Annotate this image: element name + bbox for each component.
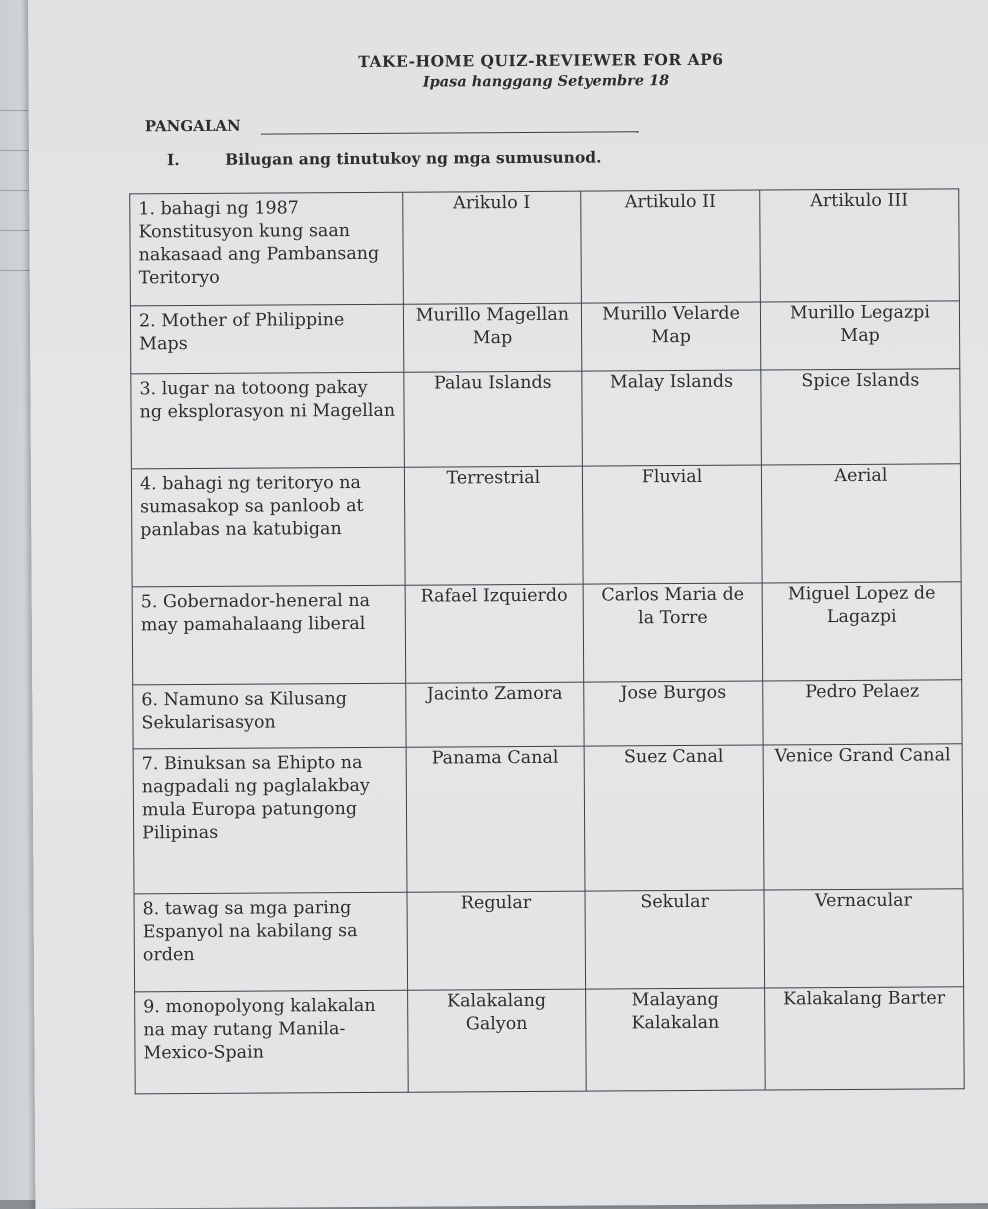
quiz-row: [135, 987, 965, 1094]
choice-c[interactable]: Spice Islands: [761, 369, 961, 465]
question-cell: 3. lugar na totoong pakay ng eksplorasyon ni Magellan: [131, 372, 404, 469]
question-cell: 4. bahagi ng teritoryo na sumasakop sa panloob at panlabas na katubigan: [131, 467, 404, 587]
choice-a[interactable]: Jacinto Zamora: [405, 682, 584, 747]
quiz-deadline: Ipasa hanggang Setyembre 18: [422, 72, 670, 91]
question-cell: 5. Gobernador-heneral na may pamahalaang liberal: [132, 585, 405, 685]
choice-b[interactable]: Artikulo II: [581, 190, 760, 303]
quiz-table: [129, 188, 964, 1094]
question-cell: 2. Mother of Philippine Maps: [130, 304, 403, 374]
question-cell: 8. tawag sa mga paring Espanyol na kabilang sa orden: [134, 892, 407, 992]
name-blank-line[interactable]: [261, 131, 639, 134]
quiz-sheet: [28, 0, 988, 1209]
quiz-row: [133, 680, 962, 749]
instruction: [167, 147, 602, 169]
quiz-title: TAKE-HOME QUIZ-REVIEWER FOR AP6: [358, 49, 724, 71]
quiz-row: [134, 889, 964, 992]
choice-b[interactable]: Jose Burgos: [584, 681, 763, 746]
quiz-row: [130, 301, 959, 374]
choice-b[interactable]: Fluvial: [583, 465, 762, 584]
choice-c[interactable]: Miguel Lopez de Lagazpi: [762, 582, 962, 681]
choice-c[interactable]: Artikulo III: [760, 189, 960, 302]
quiz-row: [131, 369, 961, 469]
choice-b[interactable]: Murillo Velarde Map: [582, 302, 761, 371]
choice-b[interactable]: Sekular: [585, 890, 764, 989]
choice-a[interactable]: Regular: [407, 891, 586, 990]
quiz-row: [130, 189, 960, 306]
name-label: PANGALAN: [144, 116, 241, 136]
choice-a[interactable]: Arikulo I: [402, 191, 581, 304]
instruction-text: Bilugan ang tinutukoy ng mga sumusunod.: [225, 147, 602, 169]
choice-b[interactable]: Malayang Kalakalan: [586, 988, 765, 1091]
question-cell: 1. bahagi ng 1987 Konstitusyon kung saan nakasaad ang Pambansang Teritoryo: [130, 192, 403, 306]
choice-b[interactable]: Malay Islands: [582, 370, 761, 466]
choice-c[interactable]: Venice Grand Canal: [763, 744, 963, 890]
quiz-row: [131, 464, 961, 587]
question-cell: 7. Binuksan sa Ehipto na nagpadali ng paglalakbay mula Europa patungong Pilipinas: [133, 747, 406, 894]
choice-c[interactable]: Pedro Pelaez: [763, 680, 962, 745]
choice-c[interactable]: Vernacular: [764, 889, 964, 988]
choice-b[interactable]: Suez Canal: [584, 745, 764, 891]
choice-a[interactable]: Rafael Izquierdo: [405, 584, 584, 683]
choice-a[interactable]: Kalakalang Galyon: [407, 989, 586, 1092]
question-cell: 6. Namuno sa Kilusang Sekularisasyon: [133, 683, 406, 749]
quiz-row: [132, 582, 962, 685]
choice-c[interactable]: Aerial: [761, 464, 961, 583]
choice-a[interactable]: Panama Canal: [406, 746, 586, 892]
choice-b[interactable]: Carlos Maria de la Torre: [583, 583, 762, 682]
quiz-row: [133, 744, 963, 894]
choice-a[interactable]: Terrestrial: [404, 466, 583, 585]
question-cell: 9. monopolyong kalakalan na may rutang Manila-Mexico-Spain: [135, 990, 408, 1094]
choice-a[interactable]: Murillo Magellan Map: [403, 303, 582, 372]
choice-c[interactable]: Murillo Legazpi Map: [760, 301, 960, 370]
instruction-number: I.: [166, 150, 180, 170]
choice-c[interactable]: Kalakalang Barter: [764, 987, 964, 1090]
choice-a[interactable]: Palau Islands: [403, 371, 582, 467]
